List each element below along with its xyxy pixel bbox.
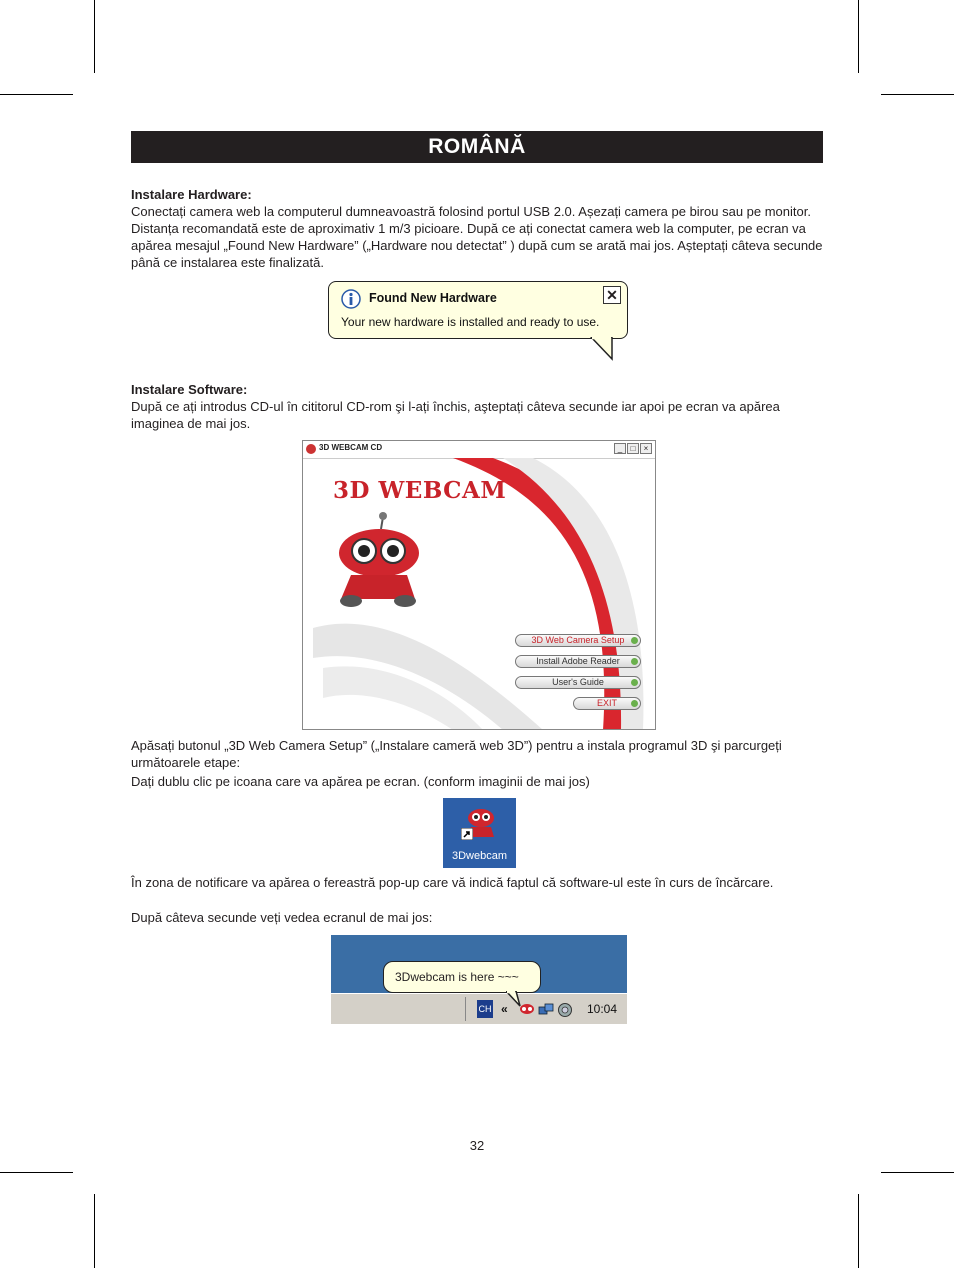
network-icon[interactable] bbox=[538, 1002, 554, 1018]
crop-mark bbox=[881, 94, 954, 95]
maximize-button[interactable]: □ bbox=[627, 443, 639, 454]
info-icon bbox=[341, 289, 361, 309]
users-guide-label: User's Guide bbox=[552, 677, 604, 687]
double-click-instruction: Dați dublu clic pe icoana care va apărea pe ecran. (conform imaginii de mai jos) bbox=[131, 774, 590, 789]
brand-logo-text: 3D WEBCAM bbox=[333, 477, 507, 504]
notification-paragraph: În zona de notificare va apărea o fereastră pop-up care vă indică faptul că software-ul este în curs de încărcare. bbox=[131, 875, 774, 890]
crop-mark bbox=[881, 1172, 954, 1173]
green-dot-icon bbox=[631, 679, 638, 686]
exit-button[interactable] bbox=[573, 697, 641, 710]
clock[interactable]: 10:04 bbox=[586, 1002, 617, 1016]
crop-mark bbox=[858, 1194, 859, 1268]
green-dot-icon bbox=[631, 700, 638, 707]
webcam-cd-window bbox=[302, 440, 656, 730]
users-guide-button[interactable] bbox=[515, 676, 641, 689]
show-hidden-icons-button[interactable]: « bbox=[501, 1002, 508, 1016]
window-title: 3D WEBCAM CD bbox=[319, 443, 383, 452]
shortcut-arrow-icon bbox=[461, 828, 473, 840]
exit-label: EXIT bbox=[596, 698, 617, 708]
minimize-button[interactable]: _ bbox=[614, 443, 626, 454]
page-number: 32 bbox=[469, 1138, 485, 1153]
notification-tray-screenshot bbox=[331, 935, 627, 1024]
balloon-tail bbox=[590, 337, 614, 361]
balloon-message: Your new hardware is installed and ready to use. bbox=[341, 315, 600, 329]
volume-icon[interactable] bbox=[557, 1002, 573, 1018]
crop-mark bbox=[94, 0, 95, 73]
app-icon bbox=[306, 444, 316, 454]
crop-mark bbox=[858, 0, 859, 73]
section-banner: ROMÂNĂ bbox=[131, 131, 823, 163]
window-titlebar bbox=[303, 441, 655, 459]
green-dot-icon bbox=[631, 658, 638, 665]
crop-mark bbox=[0, 1172, 73, 1173]
webcam-tray-icon[interactable] bbox=[519, 1002, 535, 1018]
setup-instruction: Apăsați butonul „3D Web Camera Setup” („Instalare cameră web 3D”) pentru a instala programul 3D şi parcurgeți următoarele etape: bbox=[131, 738, 782, 770]
webcam-mascot-icon bbox=[331, 511, 421, 611]
window-close-button[interactable]: × bbox=[640, 443, 652, 454]
found-new-hardware-balloon bbox=[328, 281, 628, 339]
crop-mark bbox=[94, 1194, 95, 1268]
after-seconds-paragraph: După câteva secunde veți vedea ecranul de mai jos: bbox=[131, 910, 433, 925]
3dwebcam-desktop-icon[interactable] bbox=[443, 798, 516, 868]
software-paragraph: După ce ați introdus CD-ul în cititorul CD-rom şi l-ați închis, aşteptați câteva secunde iar apoi pe ecran va apărea imaginea de mai jos. bbox=[131, 399, 780, 431]
close-button[interactable]: ✕ bbox=[603, 286, 621, 304]
install-adobe-reader-button[interactable] bbox=[515, 655, 641, 668]
balloon-title: Found New Hardware bbox=[369, 291, 497, 305]
software-heading: Instalare Software: bbox=[131, 382, 248, 397]
crop-mark bbox=[0, 94, 73, 95]
green-dot-icon bbox=[631, 637, 638, 644]
language-indicator[interactable]: CH bbox=[477, 1000, 493, 1018]
setup-button[interactable] bbox=[515, 634, 641, 647]
tray-balloon: 3Dwebcam is here ~~~ bbox=[383, 961, 541, 993]
desktop-icon-label: 3Dwebcam bbox=[451, 850, 508, 862]
hardware-heading: Instalare Hardware: bbox=[131, 187, 252, 202]
hardware-paragraph: Conectați camera web la computerul dumneavoastră folosind portul USB 2.0. Așezați camera pe birou sau pe monitor. Distanța recomandată este de aproximativ 1 m/3 picioare. După ce ați conectat camera web la computer, pe ecran va apărea mesajul „Found New Hardware” („Hardware nou detectat” ) după cum se arată mai jos. Așteptați câteva secunde până ce instalarea este finalizată. bbox=[131, 204, 823, 270]
install-adobe-reader-label: Install Adobe Reader bbox=[536, 656, 620, 666]
setup-button-label: 3D Web Camera Setup bbox=[531, 635, 625, 645]
